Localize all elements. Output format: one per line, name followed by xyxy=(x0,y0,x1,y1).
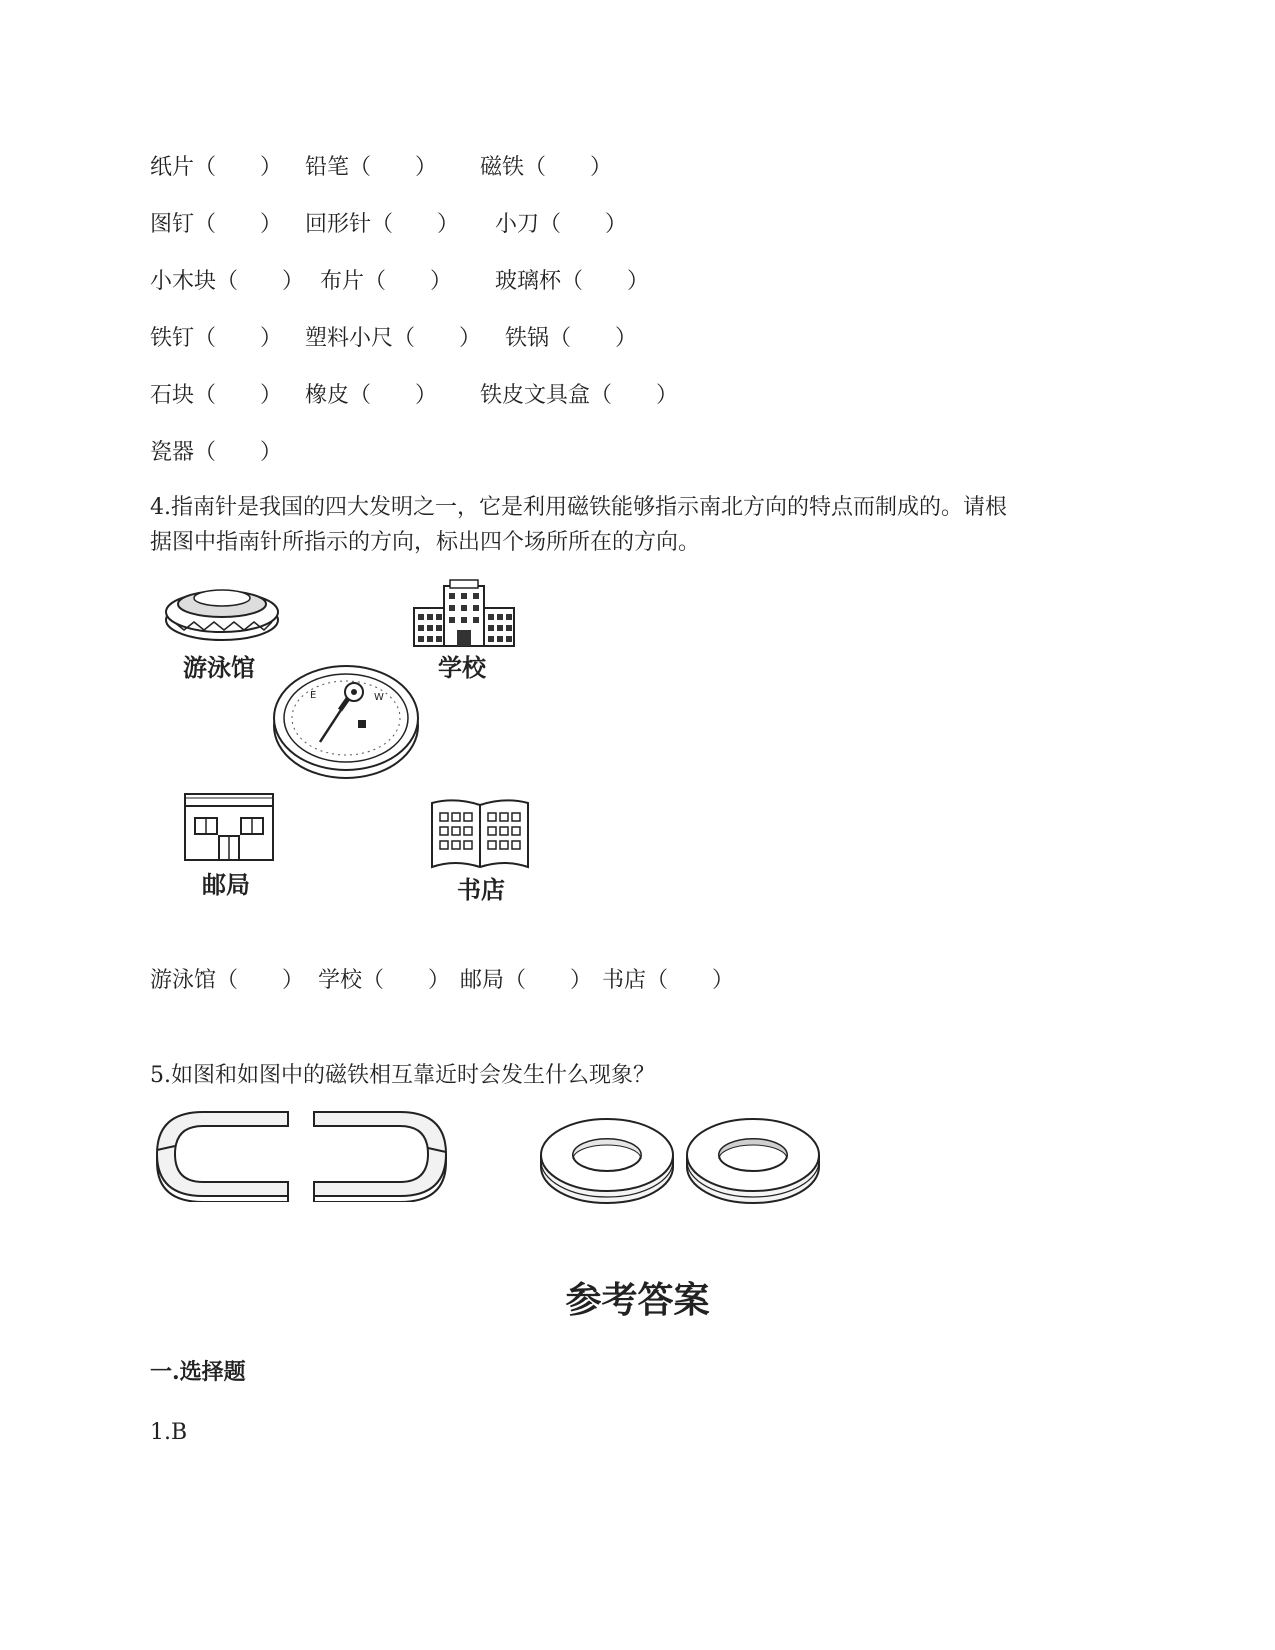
compass-icon xyxy=(270,660,422,782)
item-stone: 石块（ ） xyxy=(150,383,283,408)
blank-post-office: 邮局（ ） xyxy=(460,968,593,993)
answer-1: 1.B xyxy=(150,1420,188,1445)
post-office-icon xyxy=(183,792,275,862)
u-magnet-left-icon xyxy=(153,1110,293,1202)
item-glass-cup: 玻璃杯（ ） xyxy=(495,269,650,294)
item-tin-pencil-box: 铁皮文具盒（ ） xyxy=(480,383,679,408)
item-cloth: 布片（ ） xyxy=(320,269,453,294)
item-porcelain: 瓷器（ ） xyxy=(150,440,283,465)
blank-pool: 游泳馆（ ） xyxy=(150,968,305,993)
item-pencil: 铅笔（ ） xyxy=(305,155,438,180)
blank-bookstore: 书店（ ） xyxy=(602,968,735,993)
item-plastic-ruler: 塑料小尺（ ） xyxy=(305,326,482,351)
q4-line-2: 据图中指南针所指示的方向，标出四个场所所在的方向。 xyxy=(150,530,701,555)
ring-magnet-left-icon xyxy=(538,1115,676,1205)
item-wood-block: 小木块（ ） xyxy=(150,269,305,294)
answer-key-title: 参考答案 xyxy=(565,1279,710,1321)
item-iron-pot: 铁锅（ ） xyxy=(505,326,638,351)
q4-text xyxy=(150,490,1125,560)
item-pushpin: 图钉（ ） xyxy=(150,212,283,237)
pool-label: 游泳馆 xyxy=(183,653,255,682)
swimming-pool-icon xyxy=(160,578,285,648)
blank-school: 学校（ ） xyxy=(318,968,451,993)
item-paperclip: 回形针（ ） xyxy=(305,212,460,237)
item-paper: 纸片（ ） xyxy=(150,155,283,180)
item-eraser: 橡皮（ ） xyxy=(305,383,438,408)
compass-w-letter: W xyxy=(374,692,384,703)
compass-e-letter: E xyxy=(310,690,317,701)
school-icon xyxy=(412,578,517,650)
item-iron-nail: 铁钉（ ） xyxy=(150,326,283,351)
q4-line-1: 4.指南针是我国的四大发明之一，它是利用磁铁能够指示南北方向的特点而制成的。请根 xyxy=(150,495,1007,520)
item-magnet: 磁铁（ ） xyxy=(480,155,613,180)
u-magnet-right-icon xyxy=(310,1110,450,1202)
bookstore-icon xyxy=(430,797,530,869)
q5-text: 5.如图和如图中的磁铁相互靠近时会发生什么现象？ xyxy=(150,1063,655,1088)
bookstore-label: 书店 xyxy=(457,875,505,904)
ring-magnet-right-icon xyxy=(684,1115,822,1205)
item-knife: 小刀（ ） xyxy=(495,212,628,237)
post-office-label: 邮局 xyxy=(202,870,250,899)
section-heading-choice: 一.选择题 xyxy=(150,1359,246,1385)
school-label: 学校 xyxy=(438,653,486,682)
